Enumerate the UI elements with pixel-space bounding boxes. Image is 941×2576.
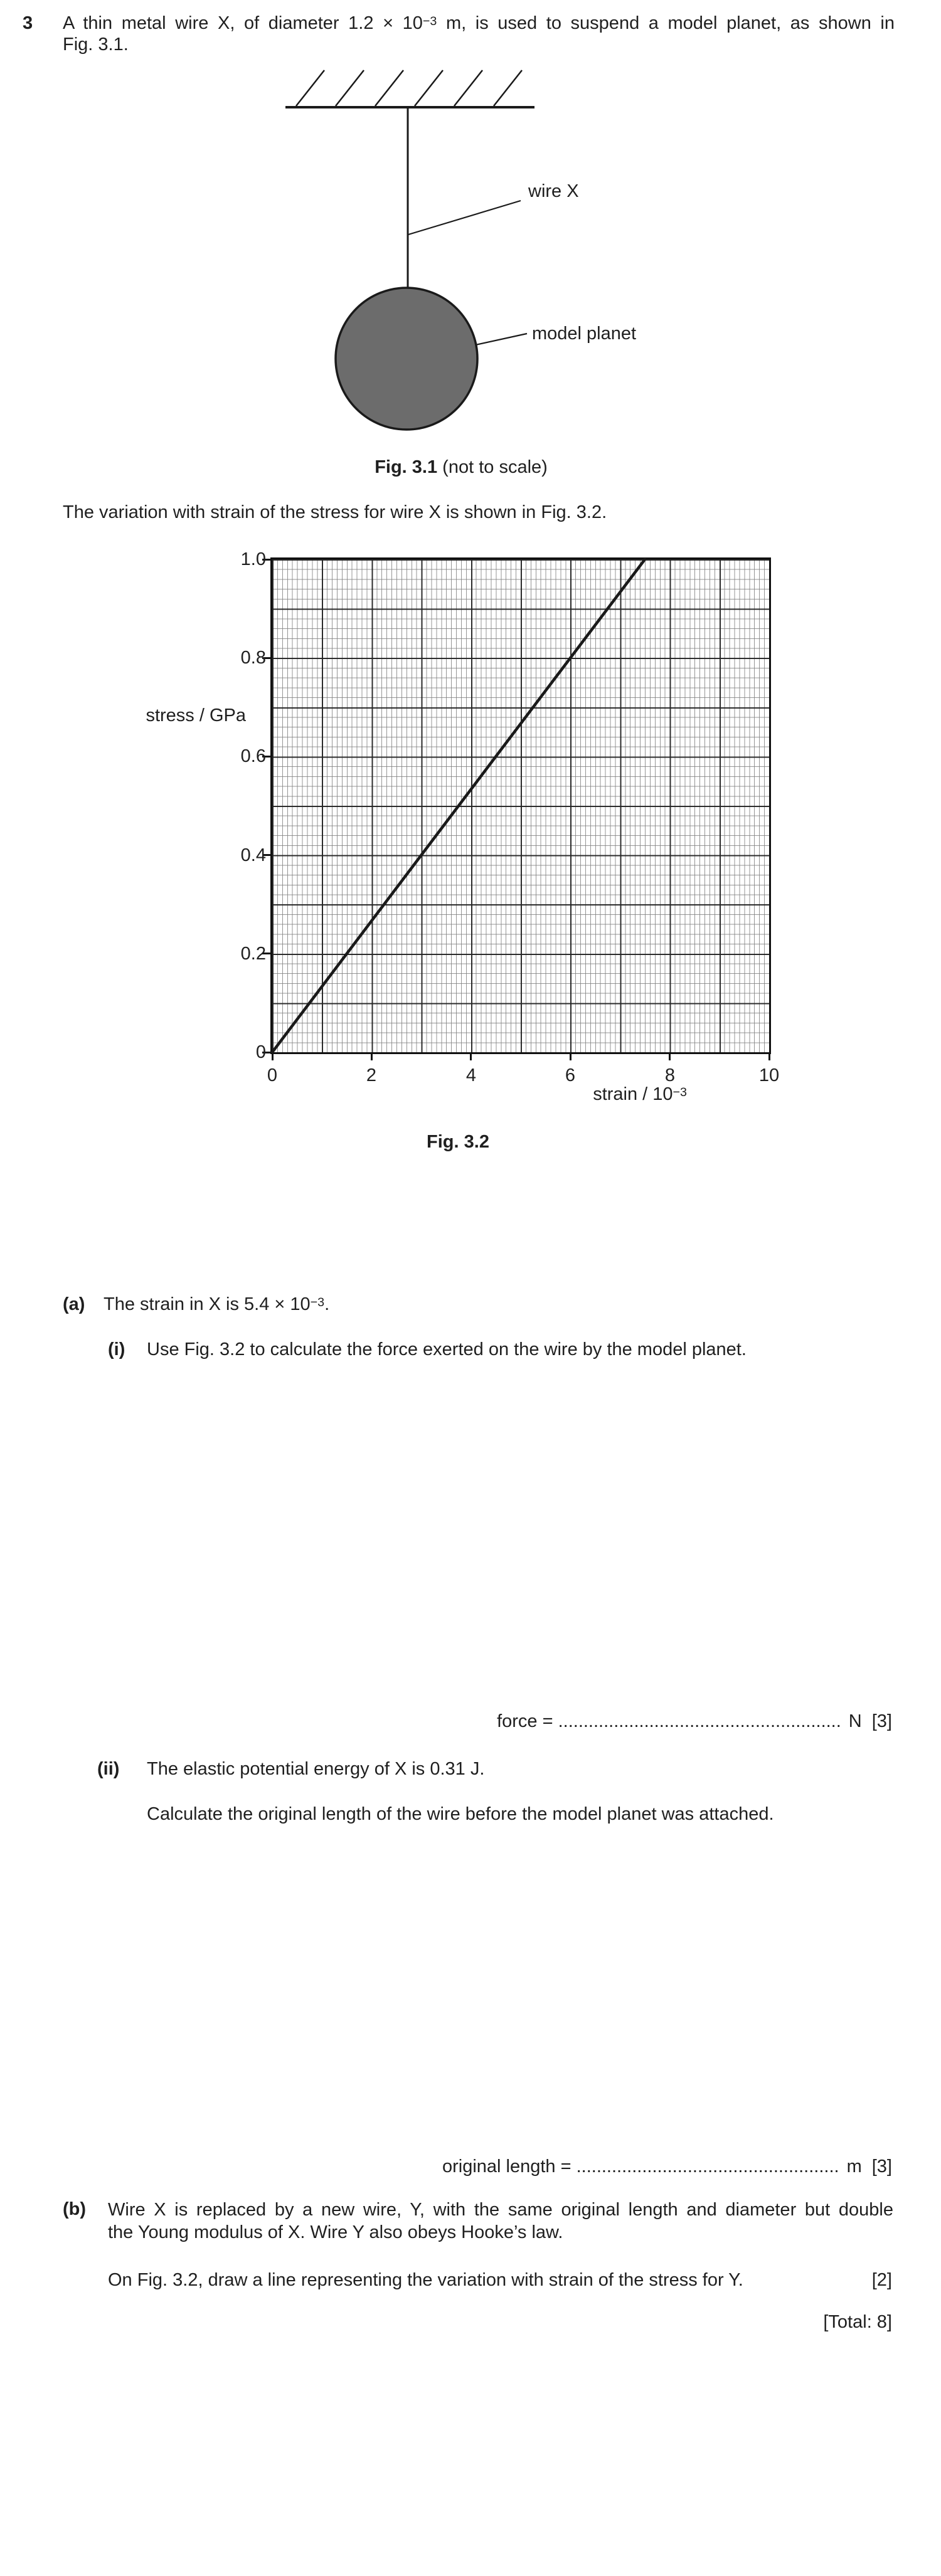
part-b-instruction-row <box>108 2269 892 2291</box>
intro-line1-text: A thin metal wire X, of diameter 1.2 × 10 <box>63 13 423 33</box>
x-axis-title-text: strain / 10 <box>593 1084 673 1104</box>
stress-strain-line-wire-x <box>272 559 769 1052</box>
part-b-label: (b) <box>63 2199 87 2219</box>
part-b-instruction: On Fig. 3.2, draw a line representing the variation with strain of the stress for Y. <box>108 2270 743 2290</box>
x-tickmark <box>669 1052 671 1060</box>
force-answer-line <box>497 1711 892 1732</box>
part-a-text-main: The strain in X is 5.4 × 10 <box>104 1294 311 1314</box>
question-number: 3 <box>23 13 33 33</box>
part-a-i-label: (i) <box>108 1339 125 1359</box>
y-tick-label: 0.8 <box>240 648 266 668</box>
force-answer-prefix: force = <box>497 1711 558 1731</box>
part-b-text <box>108 2199 893 2244</box>
variation-sentence: The variation with strain of the stress for wire X is shown in Fig. 3.2. <box>63 502 607 522</box>
model-planet-circle <box>336 288 477 430</box>
x-tick-label: 10 <box>758 1065 780 1085</box>
x-axis-exponent: −3 <box>673 1085 687 1099</box>
part-a-ii-label: (ii) <box>97 1759 120 1779</box>
length-answer-blank: .................................................... <box>576 2156 839 2177</box>
part-a-i-text: Use Fig. 3.2 to calculate the force exerted on the wire by the model planet. <box>147 1339 747 1359</box>
x-tick-label: 2 <box>366 1065 377 1085</box>
y-tick-label: 0.2 <box>240 944 266 964</box>
y-tick-label: 0.4 <box>240 845 266 865</box>
length-marks: [3] <box>871 2156 892 2177</box>
y-tick-label: 1.0 <box>240 549 266 569</box>
fig31-caption-rest: (not to scale) <box>437 457 548 477</box>
wire-leader-line <box>408 201 521 235</box>
wire-label: wire X <box>528 181 579 201</box>
planet-leader-line <box>476 334 527 345</box>
part-b-marks: [2] <box>871 2270 892 2290</box>
y-tick-label: 0 <box>255 1042 266 1062</box>
length-answer-prefix: original length = <box>442 2156 577 2177</box>
exponent: −3 <box>422 14 437 28</box>
x-tickmark <box>570 1052 572 1060</box>
part-a-ii-text: The elastic potential energy of X is 0.31 J. <box>147 1759 485 1779</box>
length-answer-unit: m <box>846 2156 862 2177</box>
x-tick-label: 0 <box>267 1065 278 1085</box>
x-tickmark <box>768 1052 770 1060</box>
force-answer-blank: ........................................................ <box>558 1711 841 1731</box>
part-a-ii-text2: Calculate the original length of the wire before the model planet was attached. <box>147 1804 774 1824</box>
part-a-text-end: . <box>324 1294 330 1314</box>
x-tickmark <box>371 1052 373 1060</box>
fig31-caption-bold: Fig. 3.1 <box>375 457 438 477</box>
force-answer-unit: N <box>848 1711 862 1731</box>
part-b-line-2: the Young modulus of X. Wire Y also obeys Hooke’s law. <box>108 2222 563 2242</box>
x-axis-title <box>436 1084 687 1105</box>
fig31-diagram <box>0 0 941 520</box>
part-b-line-1: Wire X is replaced by a new wire, Y, with the same original length and diameter but double <box>108 2200 893 2220</box>
x-tick-label: 6 <box>565 1065 576 1085</box>
intro-line1-text-cont: m, is used to suspend a model planet, as shown in <box>437 13 895 33</box>
intro-line-2: Fig. 3.1. <box>63 34 129 55</box>
part-a-text <box>104 1294 329 1315</box>
total-marks: [Total: 8] <box>823 2312 892 2332</box>
part-a-label: (a) <box>63 1294 85 1314</box>
part-a-exponent: −3 <box>310 1296 325 1309</box>
y-tick-label: 0.6 <box>240 746 266 766</box>
planet-label: model planet <box>532 324 637 344</box>
fig32-caption: Fig. 3.2 <box>427 1132 489 1152</box>
x-tickmark <box>470 1052 472 1060</box>
y-axis-title: stress / GPa <box>146 705 246 726</box>
x-tick-label: 4 <box>465 1065 477 1085</box>
force-marks: [3] <box>871 1711 892 1731</box>
fig31-caption <box>242 457 681 478</box>
ceiling-hatching <box>296 70 522 106</box>
length-answer-line <box>442 2156 892 2177</box>
x-tick-label: 8 <box>664 1065 676 1085</box>
fig32-graph-grid <box>270 557 771 1054</box>
